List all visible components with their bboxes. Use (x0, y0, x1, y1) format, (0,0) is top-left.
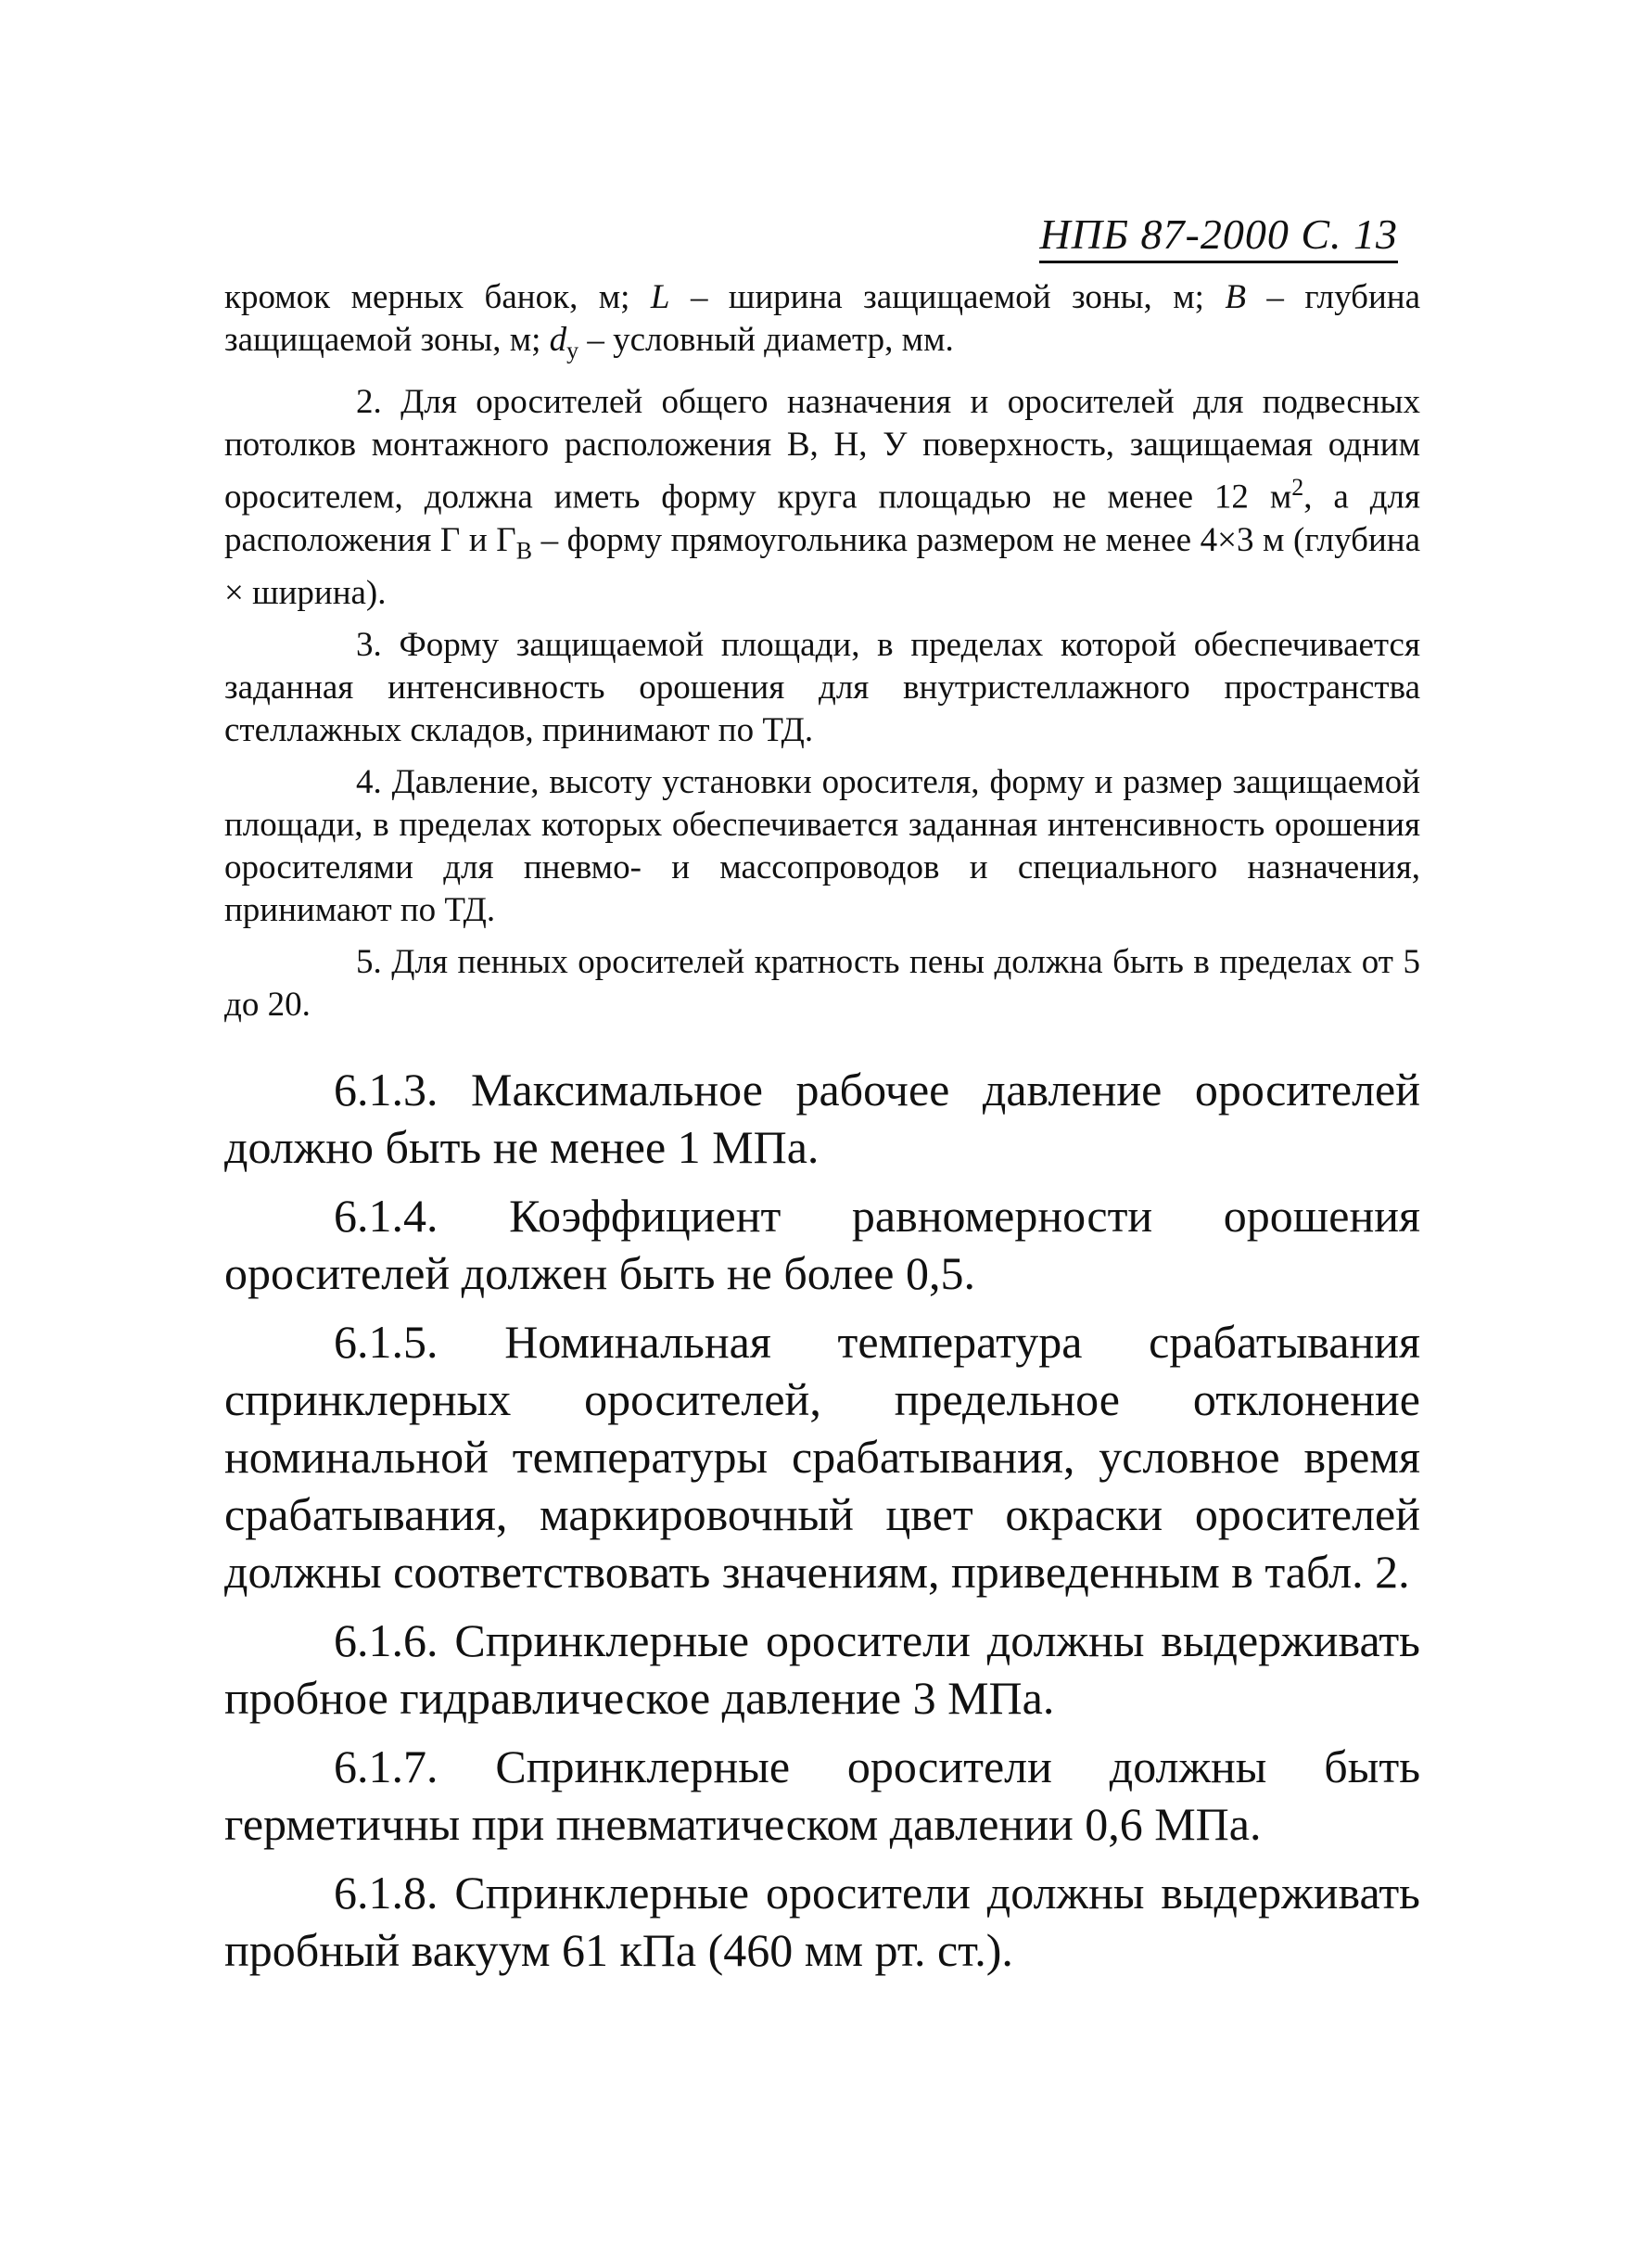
clauses-block (224, 1061, 1420, 1990)
clause-6-1-4: 6.1.4. Коэффициент равномерности орошения оросителей должен быть не более 0,5. (224, 1190, 1420, 1299)
note-4: 4. Давление, высоту установки оросителя, форму и размер защищаемой площади, в пределах которых обеспечивается заданная интенсивность орошения оросителями для пневмо- и массопроводов и специального назначения, принимают по ТД. (224, 763, 1420, 930)
note-2-superscript: 2 (1291, 474, 1304, 502)
note-5: 5. Для пенных оросителей кратность пены должна быть в пределах от 5 до 20. (224, 943, 1420, 1025)
note-3: 3. Форму защищаемой площади, в пределах которой обеспечивается заданная интенсивность орошения для внутристеллажного пространства стеллажных складов, принимают по ТД. (224, 626, 1420, 750)
note-2-text-1: 2. Для оросителей общего назначения и оросителей для подвесных потолков монтажного расположения В, Н, У поверхность, защищаемая одним оросителем, должна иметь форму круга площадью не менее 12 м (224, 383, 1420, 516)
clause-6-1-6: 6.1.6. Спринклерные оросители должны выдерживать пробное гидравлическое давление 3 МПа. (224, 1614, 1420, 1724)
note-2 (224, 381, 1420, 615)
clause-6-1-8: 6.1.8. Спринклерные оросители должны выдерживать пробный вакуум 61 кПа (460 мм рт. ст.). (224, 1867, 1420, 1976)
notes-block (224, 276, 1420, 1036)
clause-6-1-3: 6.1.3. Максимальное рабочее давление оросителей должно быть не менее 1 МПа. (224, 1064, 1420, 1173)
note-continuation (224, 276, 1420, 372)
note-continuation-text-4: – условный диаметр, мм. (578, 321, 954, 359)
variable-L: L (650, 278, 670, 316)
note-continuation-text-1: кромок мерных банок, м; (224, 278, 651, 316)
note-2-text-2: , а для расположения Г и Г (224, 478, 1421, 559)
clause-6-1-7: 6.1.7. Спринклерные оросители должны быть герметичны при пневматическом давлении 0,6 МПа. (224, 1740, 1420, 1850)
variable-d: d (549, 321, 567, 359)
note-continuation-text-2: – ширина защищаемой зоны, м; (669, 278, 1226, 316)
variable-d-subscript: у (566, 337, 579, 364)
note-2-subscript: В (515, 537, 532, 565)
running-head: НПБ 87-2000 С. 13 (1039, 210, 1398, 263)
variable-B: B (1225, 278, 1246, 316)
note-2-text-3: – форму прямоугольника размером не менее 4×3 м (глубина × ширина). (224, 520, 1420, 613)
note-continuation-text-3: – глубина защищаемой зоны, м; (224, 278, 1420, 359)
clause-6-1-5: 6.1.5. Номинальная температура срабатывания спринклерных оросителей, предельное отклонение номинальной температуры срабатывания, условное время срабатывания, маркировочный цвет окраски оросителей должны соответствовать значениям, приведенным в табл. 2. (224, 1316, 1420, 1598)
